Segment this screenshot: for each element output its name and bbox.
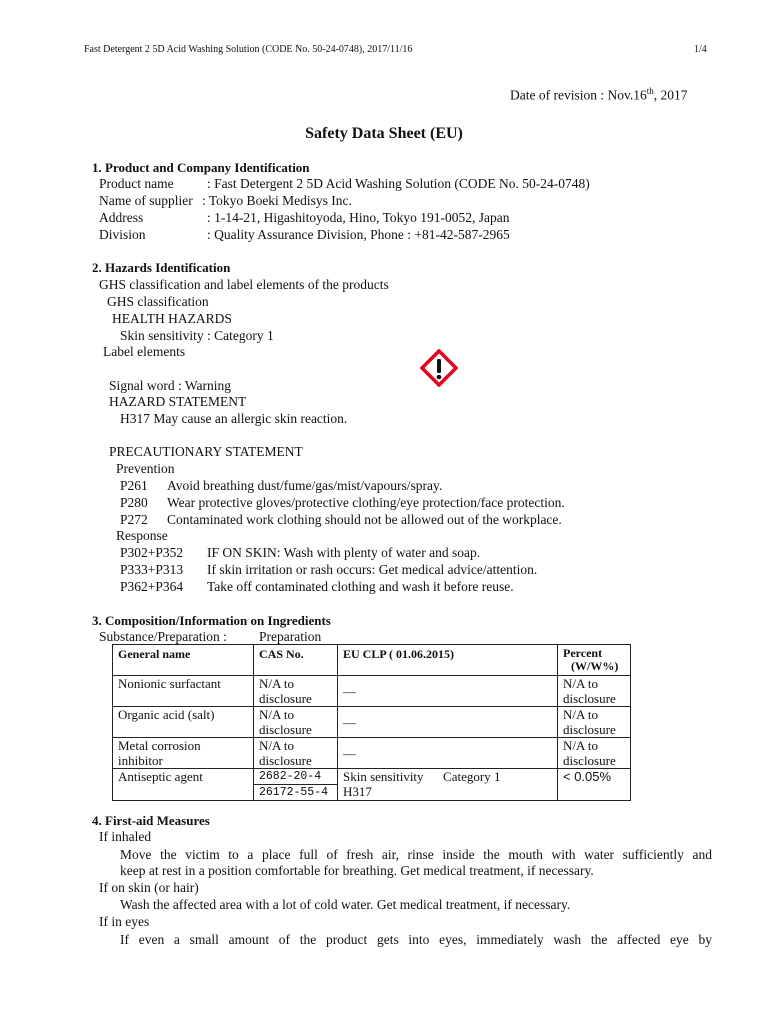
s1-key-division: Division	[99, 227, 146, 242]
if-on-skin: If on skin (or hair)	[99, 880, 199, 895]
ghs-intro: GHS classification and label elements of the products	[99, 277, 389, 292]
table-row	[113, 707, 631, 738]
label-elements: Label elements	[103, 344, 186, 359]
inhaled-text-line-1: Move the victim to a place full of fresh air, rinse inside the mouth with water sufficiently and	[120, 847, 712, 862]
cell-cas: N/A to disclosure	[254, 707, 338, 738]
ghs-classification: GHS classification	[107, 294, 209, 309]
signal-word: Signal word : Warning	[109, 378, 232, 393]
cell-percent: < 0.05%	[558, 769, 631, 801]
substance-label: Substance/Preparation :	[99, 629, 227, 644]
p272-code: P272	[120, 512, 148, 527]
cell-clp	[338, 769, 558, 801]
s1-key-product: Product name	[99, 176, 174, 191]
if-in-eyes: If in eyes	[99, 914, 150, 929]
p261-text: Avoid breathing dust/fume/gas/mist/vapours/spray.	[167, 478, 443, 493]
col-cas: CAS No.	[254, 645, 338, 676]
cell-name: Organic acid (salt)	[113, 707, 254, 738]
section-2-heading: 2. Hazards Identification	[92, 260, 231, 275]
s1-key-supplier: Name of supplier	[99, 193, 193, 208]
p333-text: If skin irritation or rash occurs: Get medical advice/attention.	[207, 562, 538, 577]
p302-text: IF ON SKIN: Wash with plenty of water and soap.	[207, 545, 481, 560]
revision-year: , 2017	[653, 87, 688, 103]
cell-clp: ―	[338, 707, 558, 738]
document-title: Safety Data Sheet (EU)	[305, 125, 463, 142]
table-header-row	[113, 645, 631, 676]
cell-name: Nonionic surfactant	[113, 676, 254, 707]
table-row	[113, 769, 631, 801]
cell-percent: N/A to disclosure	[558, 676, 631, 707]
prevention-heading: Prevention	[116, 461, 175, 476]
col-general-name: General name	[113, 645, 254, 676]
substance-value: Preparation	[259, 629, 322, 644]
col-percent	[558, 645, 631, 676]
page-number: 1/4	[694, 44, 707, 55]
cell-name: Antiseptic agent	[113, 769, 254, 801]
clp-line-1: Skin sensitivity Category 1	[343, 769, 501, 784]
skin-sensitivity: Skin sensitivity : Category 1	[120, 328, 274, 343]
revision-date	[510, 86, 688, 104]
hazard-statement-heading: HAZARD STATEMENT	[109, 394, 247, 409]
p333-code: P333+P313	[120, 562, 184, 577]
p362-code: P362+P364	[120, 579, 184, 594]
health-hazards: HEALTH HAZARDS	[112, 311, 232, 326]
cas-2: 26172-55-4	[259, 786, 329, 799]
inhaled-text-line-2: keep at rest in a position comfortable for breathing. Get medical treatment, if necessary.	[120, 863, 594, 878]
p302-code: P302+P352	[120, 545, 184, 560]
s1-val-address: : 1-14-21, Higashitoyoda, Hino, Tokyo 191-0052, Japan	[207, 210, 510, 225]
cell-percent: N/A to disclosure	[558, 707, 631, 738]
table-row	[113, 676, 631, 707]
running-header: Fast Detergent 2 5D Acid Washing Solution (CODE No. 50-24-0748), 2017/11/16	[84, 44, 413, 55]
col-percent-label: Percent	[563, 646, 603, 660]
p272-text: Contaminated work clothing should not be allowed out of the workplace.	[167, 512, 562, 527]
section-1-heading: 1. Product and Company Identification	[92, 160, 310, 175]
cell-name: Metal corrosion inhibitor	[113, 738, 254, 769]
eyes-text: If even a small amount of the product gets into eyes, immediately wash the affected eye by	[120, 932, 712, 947]
col-eu-clp: EU CLP ( 01.06.2015)	[338, 645, 558, 676]
table-row	[113, 738, 631, 769]
exclamation-mark-pictogram-icon	[420, 349, 458, 387]
s1-val-supplier: : Tokyo Boeki Medisys Inc.	[202, 193, 352, 208]
cell-clp: ―	[338, 738, 558, 769]
h317-statement: H317 May cause an allergic skin reaction.	[120, 411, 348, 426]
p362-text: Take off contaminated clothing and wash it before reuse.	[207, 579, 514, 594]
response-heading: Response	[116, 528, 168, 543]
p280-text: Wear protective gloves/protective clothing/eye protection/face protection.	[167, 495, 565, 510]
cell-cas	[254, 769, 338, 801]
s1-val-division: : Quality Assurance Division, Phone : +81-42-587-2965	[207, 227, 510, 242]
section-4-heading: 4. First-aid Measures	[92, 813, 210, 828]
s1-key-address: Address	[99, 210, 144, 225]
cell-cas: N/A to disclosure	[254, 738, 338, 769]
cell-clp: ―	[338, 676, 558, 707]
p280-code: P280	[120, 495, 148, 510]
revision-sup: th	[646, 86, 654, 96]
if-inhaled: If inhaled	[99, 829, 152, 844]
skin-text: Wash the affected area with a lot of cold water. Get medical treatment, if necessary.	[120, 897, 571, 912]
col-percent-unit: (W/W%)	[571, 659, 619, 673]
clp-line-2: H317	[343, 784, 372, 799]
ingredients-table	[112, 644, 631, 801]
revision-label: Date of revision : Nov.16	[510, 87, 647, 103]
cell-percent: N/A to disclosure	[558, 738, 631, 769]
p261-code: P261	[120, 478, 148, 493]
precautionary-heading: PRECAUTIONARY STATEMENT	[109, 444, 303, 459]
s1-val-product: : Fast Detergent 2 5D Acid Washing Solution (CODE No. 50-24-0748)	[207, 176, 590, 191]
section-3-heading: 3. Composition/Information on Ingredients	[92, 613, 331, 628]
cas-1: 2682-20-4	[254, 769, 337, 785]
cell-cas: N/A to disclosure	[254, 676, 338, 707]
